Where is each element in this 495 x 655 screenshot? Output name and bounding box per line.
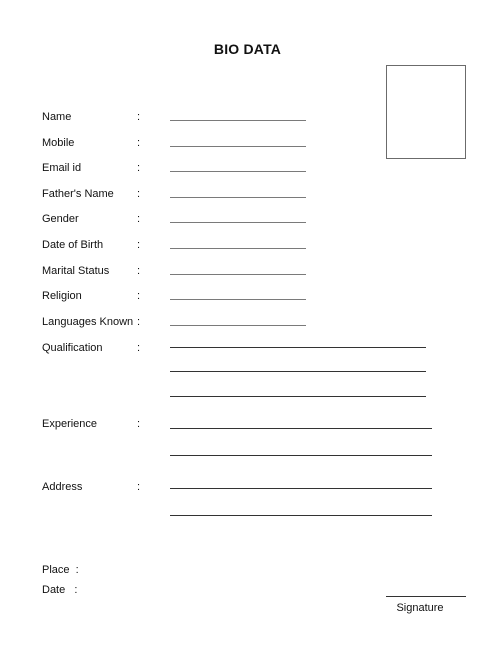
field-row-date-of-birth (0, 238, 495, 258)
field-label-mobile: Mobile (42, 137, 75, 149)
field-row-mobile (0, 136, 495, 156)
address-line-2 (170, 515, 432, 516)
field-label-gender: Gender (42, 213, 79, 225)
field-line-languages-known (170, 325, 306, 326)
experience-line-2 (170, 455, 432, 456)
field-colon: : (137, 213, 141, 225)
field-label-email: Email id (42, 162, 82, 174)
address-line-1 (170, 488, 432, 489)
section-label-experience: Experience (42, 418, 98, 430)
field-row-name (0, 110, 495, 130)
section-label-address: Address (42, 481, 83, 493)
signature-line (386, 596, 466, 597)
field-colon: : (137, 162, 141, 174)
field-line-gender (170, 222, 306, 223)
qualification-line-2 (170, 371, 426, 372)
field-row-gender (0, 212, 495, 232)
field-label-date-of-birth: Date of Birth (42, 239, 104, 251)
field-colon: : (137, 290, 141, 302)
field-label-name: Name (42, 111, 72, 123)
field-line-mobile (170, 146, 306, 147)
experience-line-1 (170, 428, 432, 429)
qualification-line-1 (170, 347, 426, 348)
field-colon: : (137, 342, 141, 354)
place-label: Place : (42, 564, 79, 576)
field-row-religion (0, 289, 495, 309)
field-colon: : (137, 137, 141, 149)
field-label-languages-known: Languages Known (42, 316, 134, 328)
field-row-languages-known (0, 315, 495, 335)
section-row-experience (0, 417, 495, 437)
field-colon: : (137, 481, 141, 493)
field-line-date-of-birth (170, 248, 306, 249)
field-line-fathers-name (170, 197, 306, 198)
section-row-address (0, 480, 495, 500)
signature-label: Signature (396, 602, 444, 614)
field-line-name (170, 120, 306, 121)
field-colon: : (137, 316, 141, 328)
field-row-fathers-name (0, 187, 495, 207)
field-line-email (170, 171, 306, 172)
field-label-fathers-name: Father's Name (42, 188, 114, 200)
field-colon: : (137, 239, 141, 251)
field-label-religion: Religion (42, 290, 82, 302)
field-colon: : (137, 418, 141, 430)
field-row-email (0, 161, 495, 181)
field-colon: : (137, 265, 141, 277)
field-line-religion (170, 299, 306, 300)
field-colon: : (137, 188, 141, 200)
section-label-qualification: Qualification (42, 342, 103, 354)
section-row-qualification (0, 341, 495, 361)
field-row-marital-status (0, 264, 495, 284)
field-colon: : (137, 111, 141, 123)
field-line-marital-status (170, 274, 306, 275)
qualification-line-3 (170, 396, 426, 397)
date-label: Date : (42, 584, 78, 596)
form-title: BIO DATA (213, 41, 282, 57)
field-label-marital-status: Marital Status (42, 265, 110, 277)
